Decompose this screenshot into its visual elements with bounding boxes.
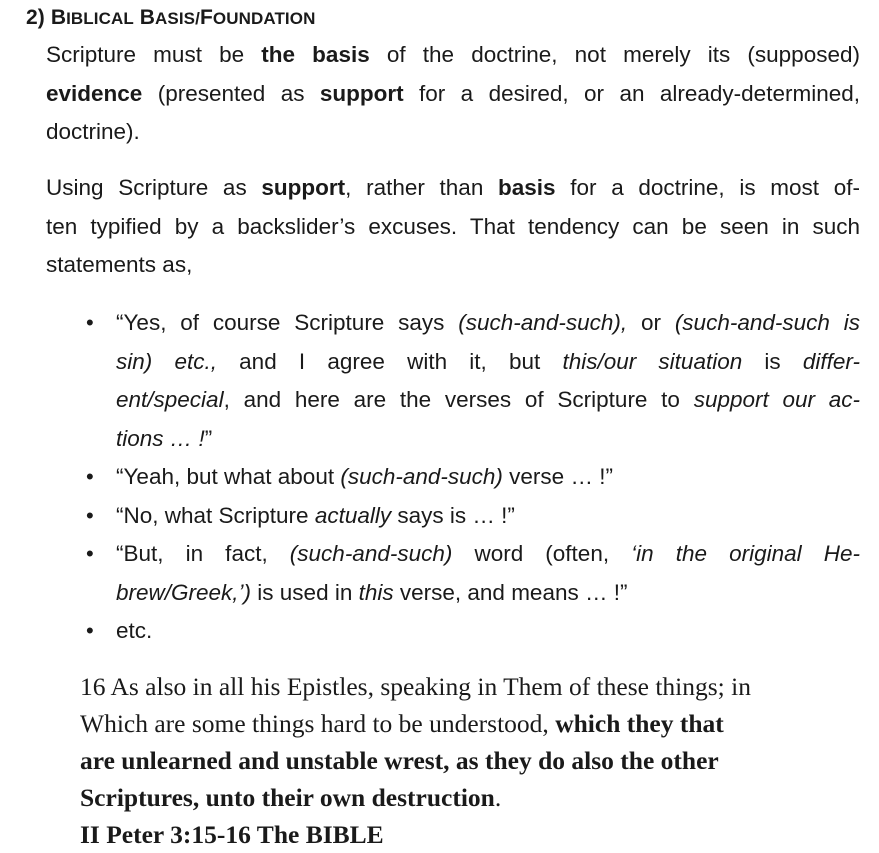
- list-item: • “Yes, of course Scripture says (such-and-such), or (such-and-such is sin) etc., and I agree with it, but this/our situation is differ- ent/special, and here are the verses of Scripture to support our ac- tions … !”: [70, 304, 860, 458]
- paragraph-basis: [46, 36, 860, 152]
- paragraph-line: doctrine).: [46, 119, 140, 144]
- bullet-marker: •: [86, 618, 94, 643]
- scripture-reference: II Peter 3:15-16 The BIBLE: [80, 820, 384, 849]
- list-item: • “But, in fact, (such-and-such) word (often, ‘in the original He- brew/Greek,’) is used in this verse, and means … !”: [70, 535, 860, 612]
- bullet-marker: •: [86, 464, 94, 489]
- paragraph-line: statements as,: [46, 252, 193, 277]
- paragraph-line: Using Scripture as support, rather than basis for a doctrine, is most of-: [46, 175, 861, 200]
- paragraph-line: ten typified by a backslider’s excuses. That tendency can be seen in such: [46, 213, 860, 239]
- excuse-list: [70, 304, 860, 651]
- bullet-marker: •: [86, 310, 94, 335]
- section-heading: 2) BIBLICAL BASIS/FOUNDATION: [26, 6, 316, 29]
- bullet-marker: •: [86, 502, 94, 528]
- paragraph-line: Scripture must be the basis of the doctrine, not merely its (supposed): [46, 42, 860, 67]
- list-item: • etc.: [70, 612, 860, 651]
- paragraph-line: evidence (presented as support for a desired, or an already-determined,: [46, 80, 860, 106]
- list-item: • “Yeah, but what about (such-and-such) verse … !”: [70, 458, 860, 497]
- list-item: • “No, what Scripture actually says is … !”: [70, 497, 860, 536]
- section-number: 2): [26, 6, 45, 29]
- paragraph-support: [46, 169, 860, 285]
- bullet-marker: •: [86, 541, 94, 566]
- scripture-quote: 16 As also in all his Epistles, speaking in Them of these things; in Which are some things hard to be understood, which they that are unlearned and unstable wrest, as they do also the other Scriptures, unto their own destruction. II Peter 3:15-16 The BIBLE: [80, 668, 840, 853]
